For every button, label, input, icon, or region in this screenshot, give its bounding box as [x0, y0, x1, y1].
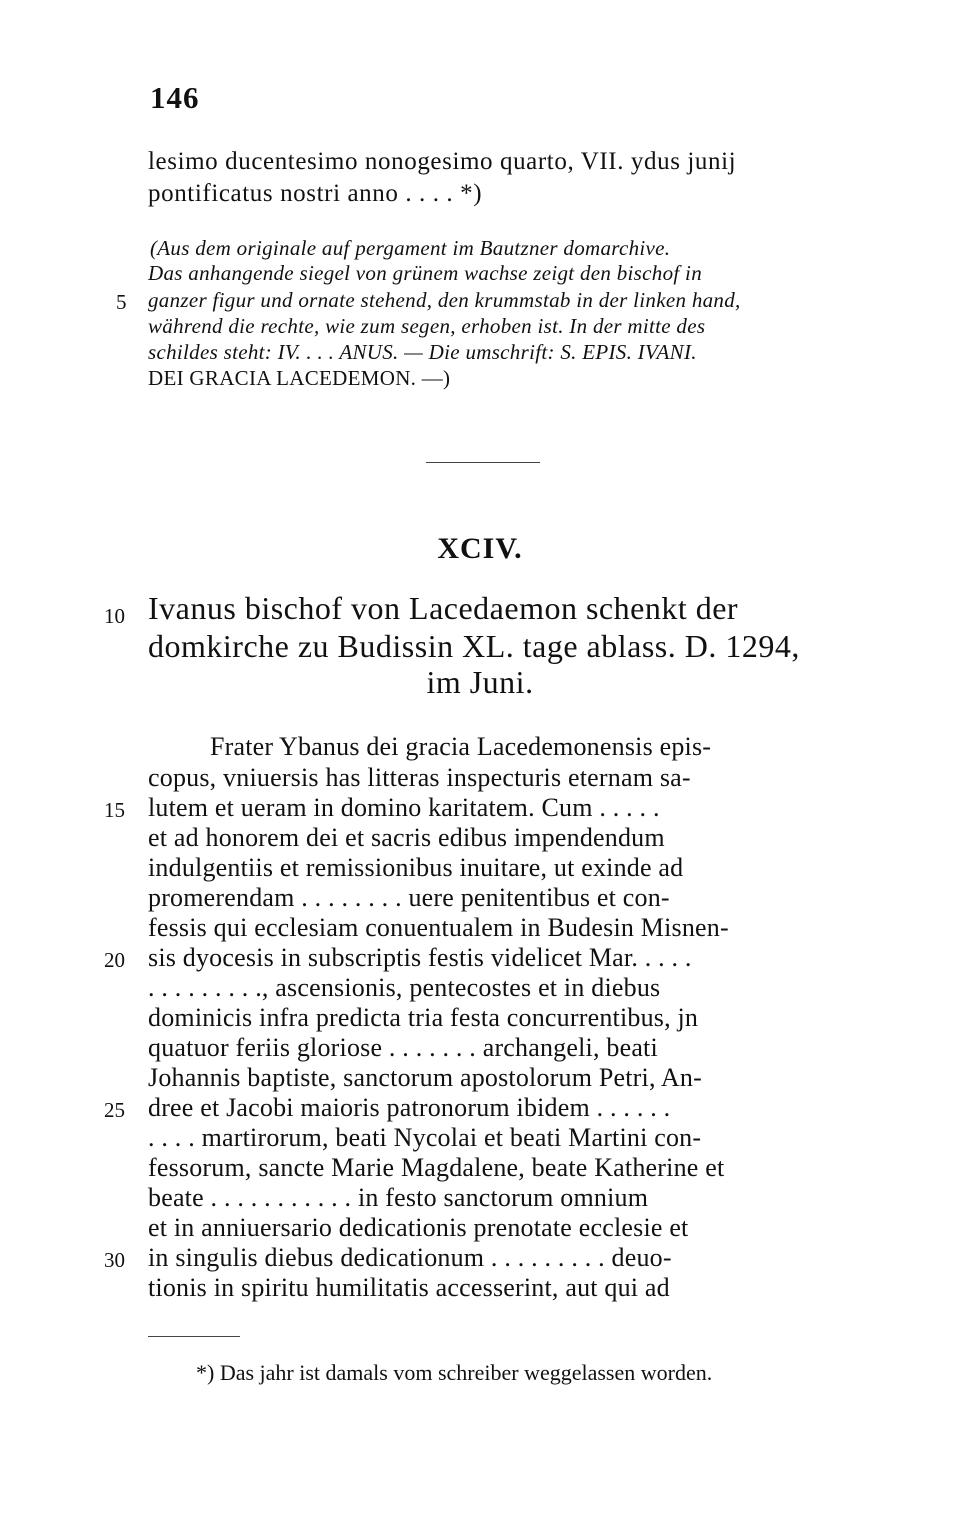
body-line-2: copus, vniuersis has litteras inspecturis eternam sa- — [148, 763, 691, 792]
page-number: 146 — [150, 80, 200, 115]
line-number-10: 10 — [104, 604, 125, 628]
body-line-16: beate . . . . . . . . . . . in festo sanctorum omnium — [148, 1183, 649, 1212]
body-line-1: Frater Ybanus dei gracia Lacedemonensis epis- — [210, 732, 712, 761]
body-line-5: indulgentiis et remissionibus inuitare, ut exinde ad — [148, 853, 684, 882]
line-number-20: 20 — [104, 948, 125, 972]
body-line-10: dominicis infra predicta tria festa concurrentibus, jn — [148, 1003, 699, 1032]
body-line-18: in singulis diebus dedicationum . . . . . . . . . deuo- — [148, 1243, 672, 1272]
footnote-rule — [148, 1336, 240, 1337]
source-note-line-2: Das anhangende siegel von grünem wachse zeigt den bischof in — [148, 261, 702, 285]
intro-line-1: lesimo ducentesimo nonogesimo quarto, VII. ydus junij — [148, 148, 737, 175]
source-note-line-4: während die rechte, wie zum segen, erhoben ist. In der mitte des — [148, 314, 706, 338]
body-line-14: . . . . martirorum, beati Nycolai et beati Martini con- — [148, 1123, 702, 1152]
line-number-30: 30 — [104, 1248, 125, 1272]
body-line-15: fessorum, sancte Marie Magdalene, beate Katherine et — [148, 1153, 725, 1182]
body-line-8: sis dyocesis in subscriptis festis videlicet Mar. . . . . — [148, 943, 692, 972]
line-number-5: 5 — [116, 290, 127, 314]
source-note-line-1: (Aus dem originale auf pergament im Bautzner domarchive. — [150, 236, 671, 260]
body-line-17: et in anniuersario dedicationis prenotate ecclesie et — [148, 1213, 689, 1242]
source-note-line-6: DEI GRACIA LACEDEMON. —) — [148, 366, 451, 390]
title-line-3: im Juni. — [426, 664, 534, 700]
title-line-1: Ivanus bischof von Lacedaemon schenkt der — [148, 590, 739, 626]
body-line-6: promerendam . . . . . . . . uere penitentibus et con- — [148, 883, 670, 912]
body-line-13: dree et Jacobi maioris patronorum ibidem . . . . . . — [148, 1093, 671, 1122]
source-note-line-5: schildes steht: IV. . . . ANUS. — Die umschrift: S. EPIS. IVANI. — [148, 340, 697, 364]
document-number: XCIV. — [437, 532, 523, 565]
body-line-19: tionis in spiritu humilitatis accesserint, aut qui ad — [148, 1273, 670, 1302]
line-number-25: 25 — [104, 1098, 125, 1122]
footnote: *) Das jahr ist damals vom schreiber weggelassen worden. — [196, 1360, 713, 1385]
source-note-line-3: ganzer figur und ornate stehend, den krummstab in der linken hand, — [148, 288, 741, 312]
body-line-4: et ad honorem dei et sacris edibus impendendum — [148, 823, 665, 852]
line-number-15: 15 — [104, 798, 125, 822]
title-line-2: domkirche zu Budissin XL. tage ablass. D. 1294, — [148, 628, 800, 664]
body-line-12: Johannis baptiste, sanctorum apostolorum Petri, An- — [148, 1063, 702, 1092]
body-line-9: . . . . . . . . ., ascensionis, pentecostes et in diebus — [148, 973, 661, 1002]
separator-rule — [426, 462, 540, 463]
body-line-3: lutem et ueram in domino karitatem. Cum . . . . . — [148, 793, 660, 822]
intro-line-2: pontificatus nostri anno . . . . *) — [148, 180, 483, 207]
body-line-11: quatuor feriis gloriose . . . . . . . archangeli, beati — [148, 1033, 658, 1062]
body-line-7: fessis qui ecclesiam conuentualem in Budesin Misnen- — [148, 913, 729, 942]
